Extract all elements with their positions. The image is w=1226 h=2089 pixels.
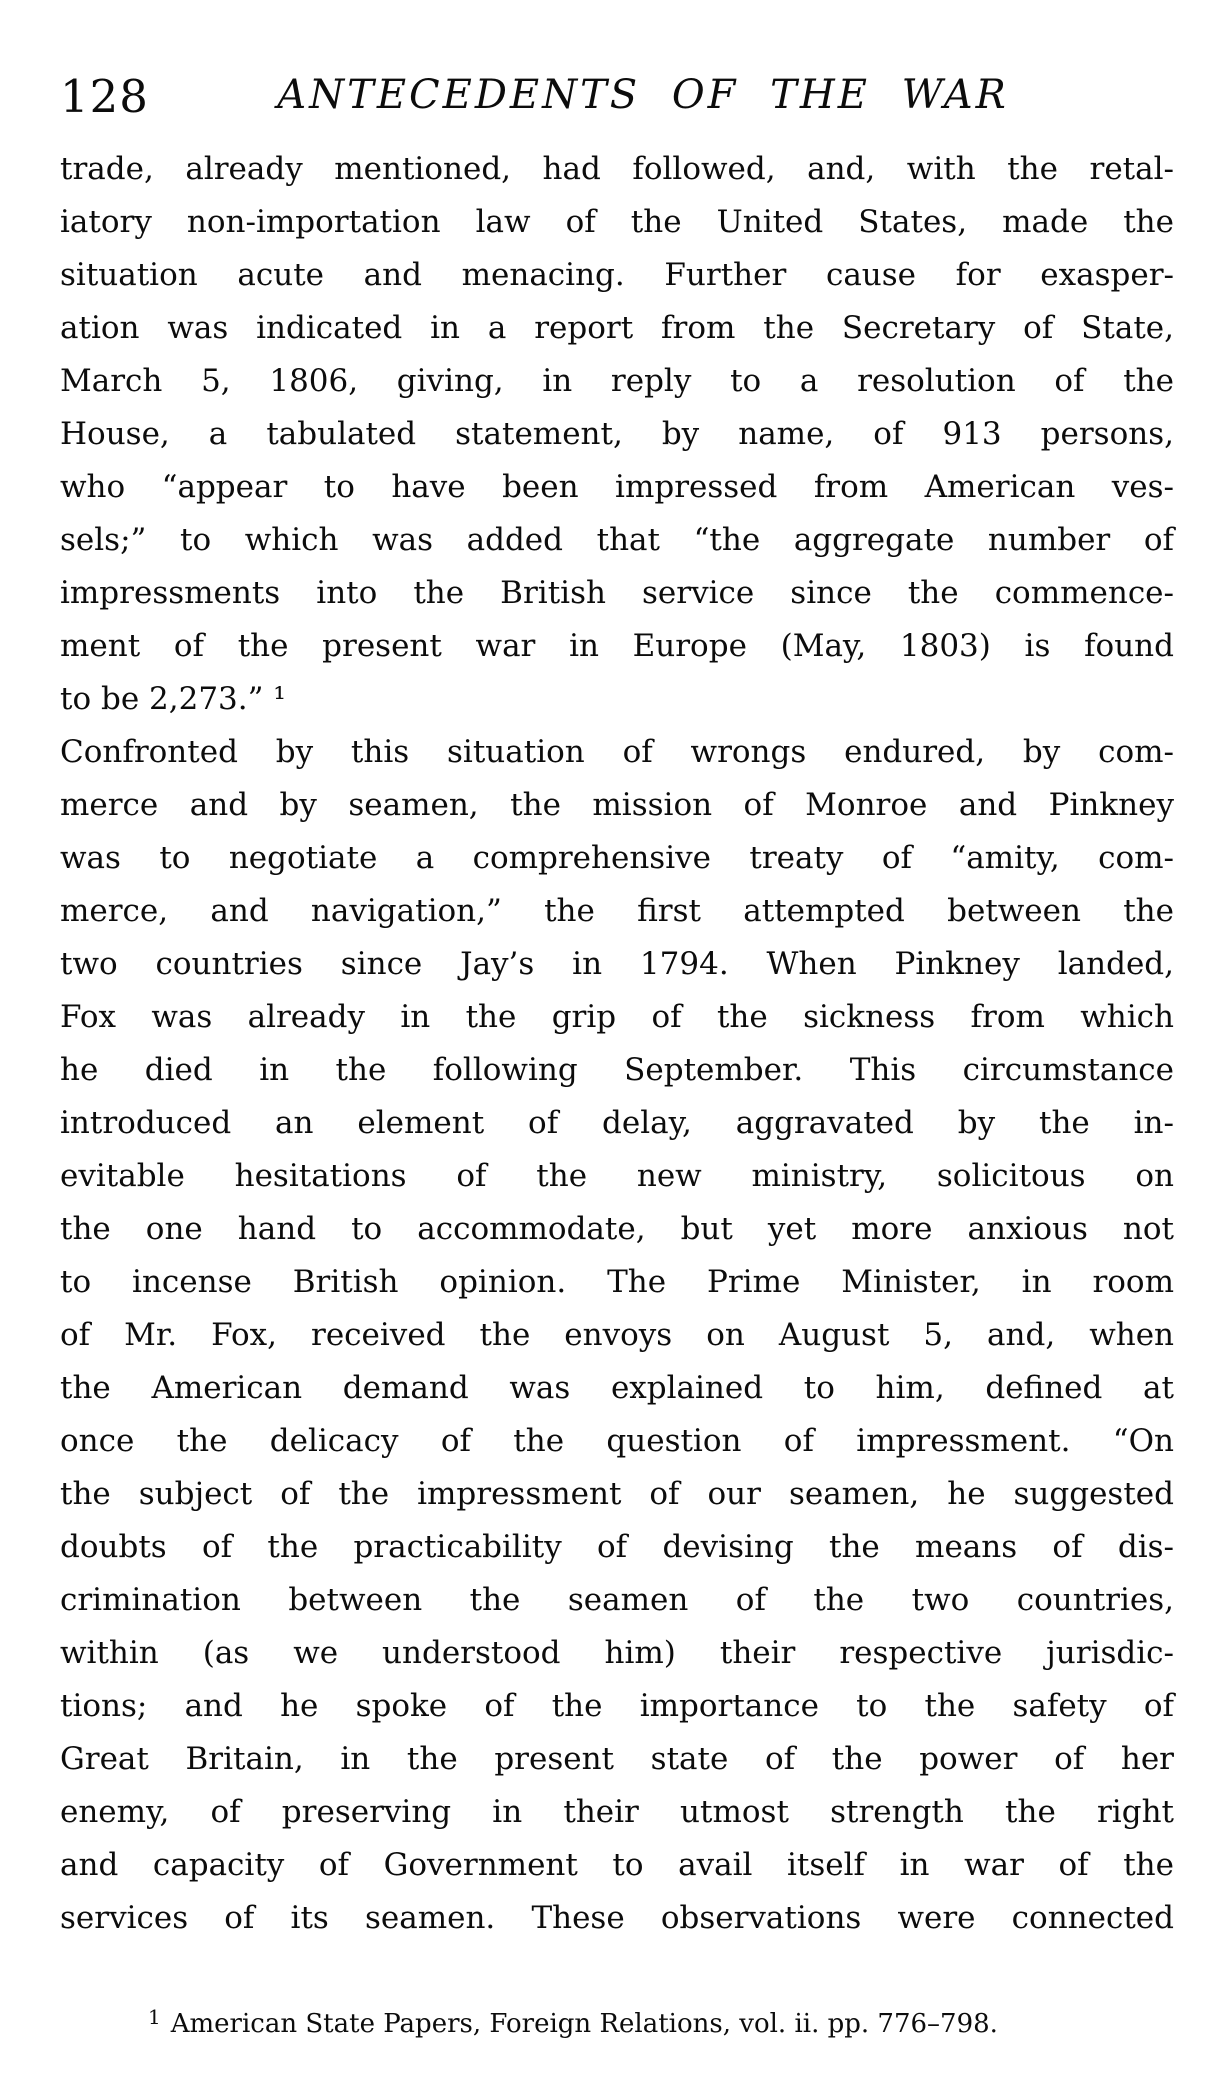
body-text (60, 143, 1174, 1945)
text-line: who “appear to have been impressed from American ves- (60, 469, 1174, 505)
running-title: ANTECEDENTS OF THE WAR (277, 72, 1009, 118)
text-line: the American demand was explained to him, defined at (60, 1370, 1174, 1406)
text-line: merce, and navigation,” the first attempted between the (60, 893, 1174, 929)
text-line: impressments into the British service since the commence- (60, 575, 1174, 611)
text-line: crimination between the seamen of the two countries, (60, 1582, 1174, 1618)
text-line: evitable hesitations of the new ministry, solicitous on (60, 1158, 1174, 1194)
text-line: Great Britain, in the present state of the power of her (60, 1741, 1174, 1777)
text-line: March 5, 1806, giving, in reply to a resolution of the (60, 363, 1174, 399)
text-line: was to negotiate a comprehensive treaty of “amity, com- (60, 840, 1174, 876)
text-line: within (as we understood him) their respective jurisdic- (60, 1635, 1174, 1671)
paragraph-continuation (60, 143, 1174, 726)
text-line: doubts of the practicability of devising the means of dis- (60, 1529, 1174, 1565)
text-line: iatory non-importation law of the United States, made the (60, 204, 1174, 240)
text-line: ation was indicated in a report from the Secretary of State, (60, 310, 1174, 346)
page-number: 128 (60, 70, 149, 123)
text-line: Fox was already in the grip of the sickness from which (60, 999, 1174, 1035)
text-line: once the delicacy of the question of impressment. “On (60, 1423, 1174, 1459)
paragraph-confronted (60, 726, 1174, 1945)
text-line: ment of the present war in Europe (May, 1803) is found (60, 628, 1174, 664)
text-line: merce and by seamen, the mission of Monroe and Pinkney (60, 787, 1174, 823)
text-line: the subject of the impressment of our seamen, he suggested (60, 1476, 1174, 1512)
text-line: he died in the following September. This circumstance (60, 1052, 1174, 1088)
text-line: trade, already mentioned, had followed, and, with the retal- (60, 151, 1174, 187)
text-line: to be 2,273.” ¹ (60, 681, 286, 717)
text-line: and capacity of Government to avail itself in war of the (60, 1847, 1174, 1883)
footnote-text: American State Papers, Foreign Relations, vol. ii. pp. 776–798. (170, 2009, 998, 2039)
text-line: two countries since Jay’s in 1794. When Pinkney landed, (60, 946, 1174, 982)
text-line: House, a tabulated statement, by name, of 913 persons, (60, 416, 1174, 452)
text-line: to incense British opinion. The Prime Minister, in room (60, 1264, 1174, 1300)
footnote (148, 2000, 1168, 2041)
footnote-marker: 1 (148, 2005, 161, 2029)
text-line: of Mr. Fox, received the envoys on August 5, and, when (60, 1317, 1174, 1353)
text-line: services of its seamen. These observations were connected (60, 1900, 1174, 1936)
text-line: the one hand to accommodate, but yet more anxious not (60, 1211, 1174, 1247)
text-line: sels;” to which was added that “the aggregate number of (60, 522, 1174, 558)
text-line: Confronted by this situation of wrongs endured, by com- (60, 734, 1174, 770)
text-line: enemy, of preserving in their utmost strength the right (60, 1794, 1174, 1830)
text-line: situation acute and menacing. Further cause for exasper- (60, 257, 1174, 293)
text-line: introduced an element of delay, aggravated by the in- (60, 1105, 1174, 1141)
text-line: tions; and he spoke of the importance to the safety of (60, 1688, 1174, 1724)
